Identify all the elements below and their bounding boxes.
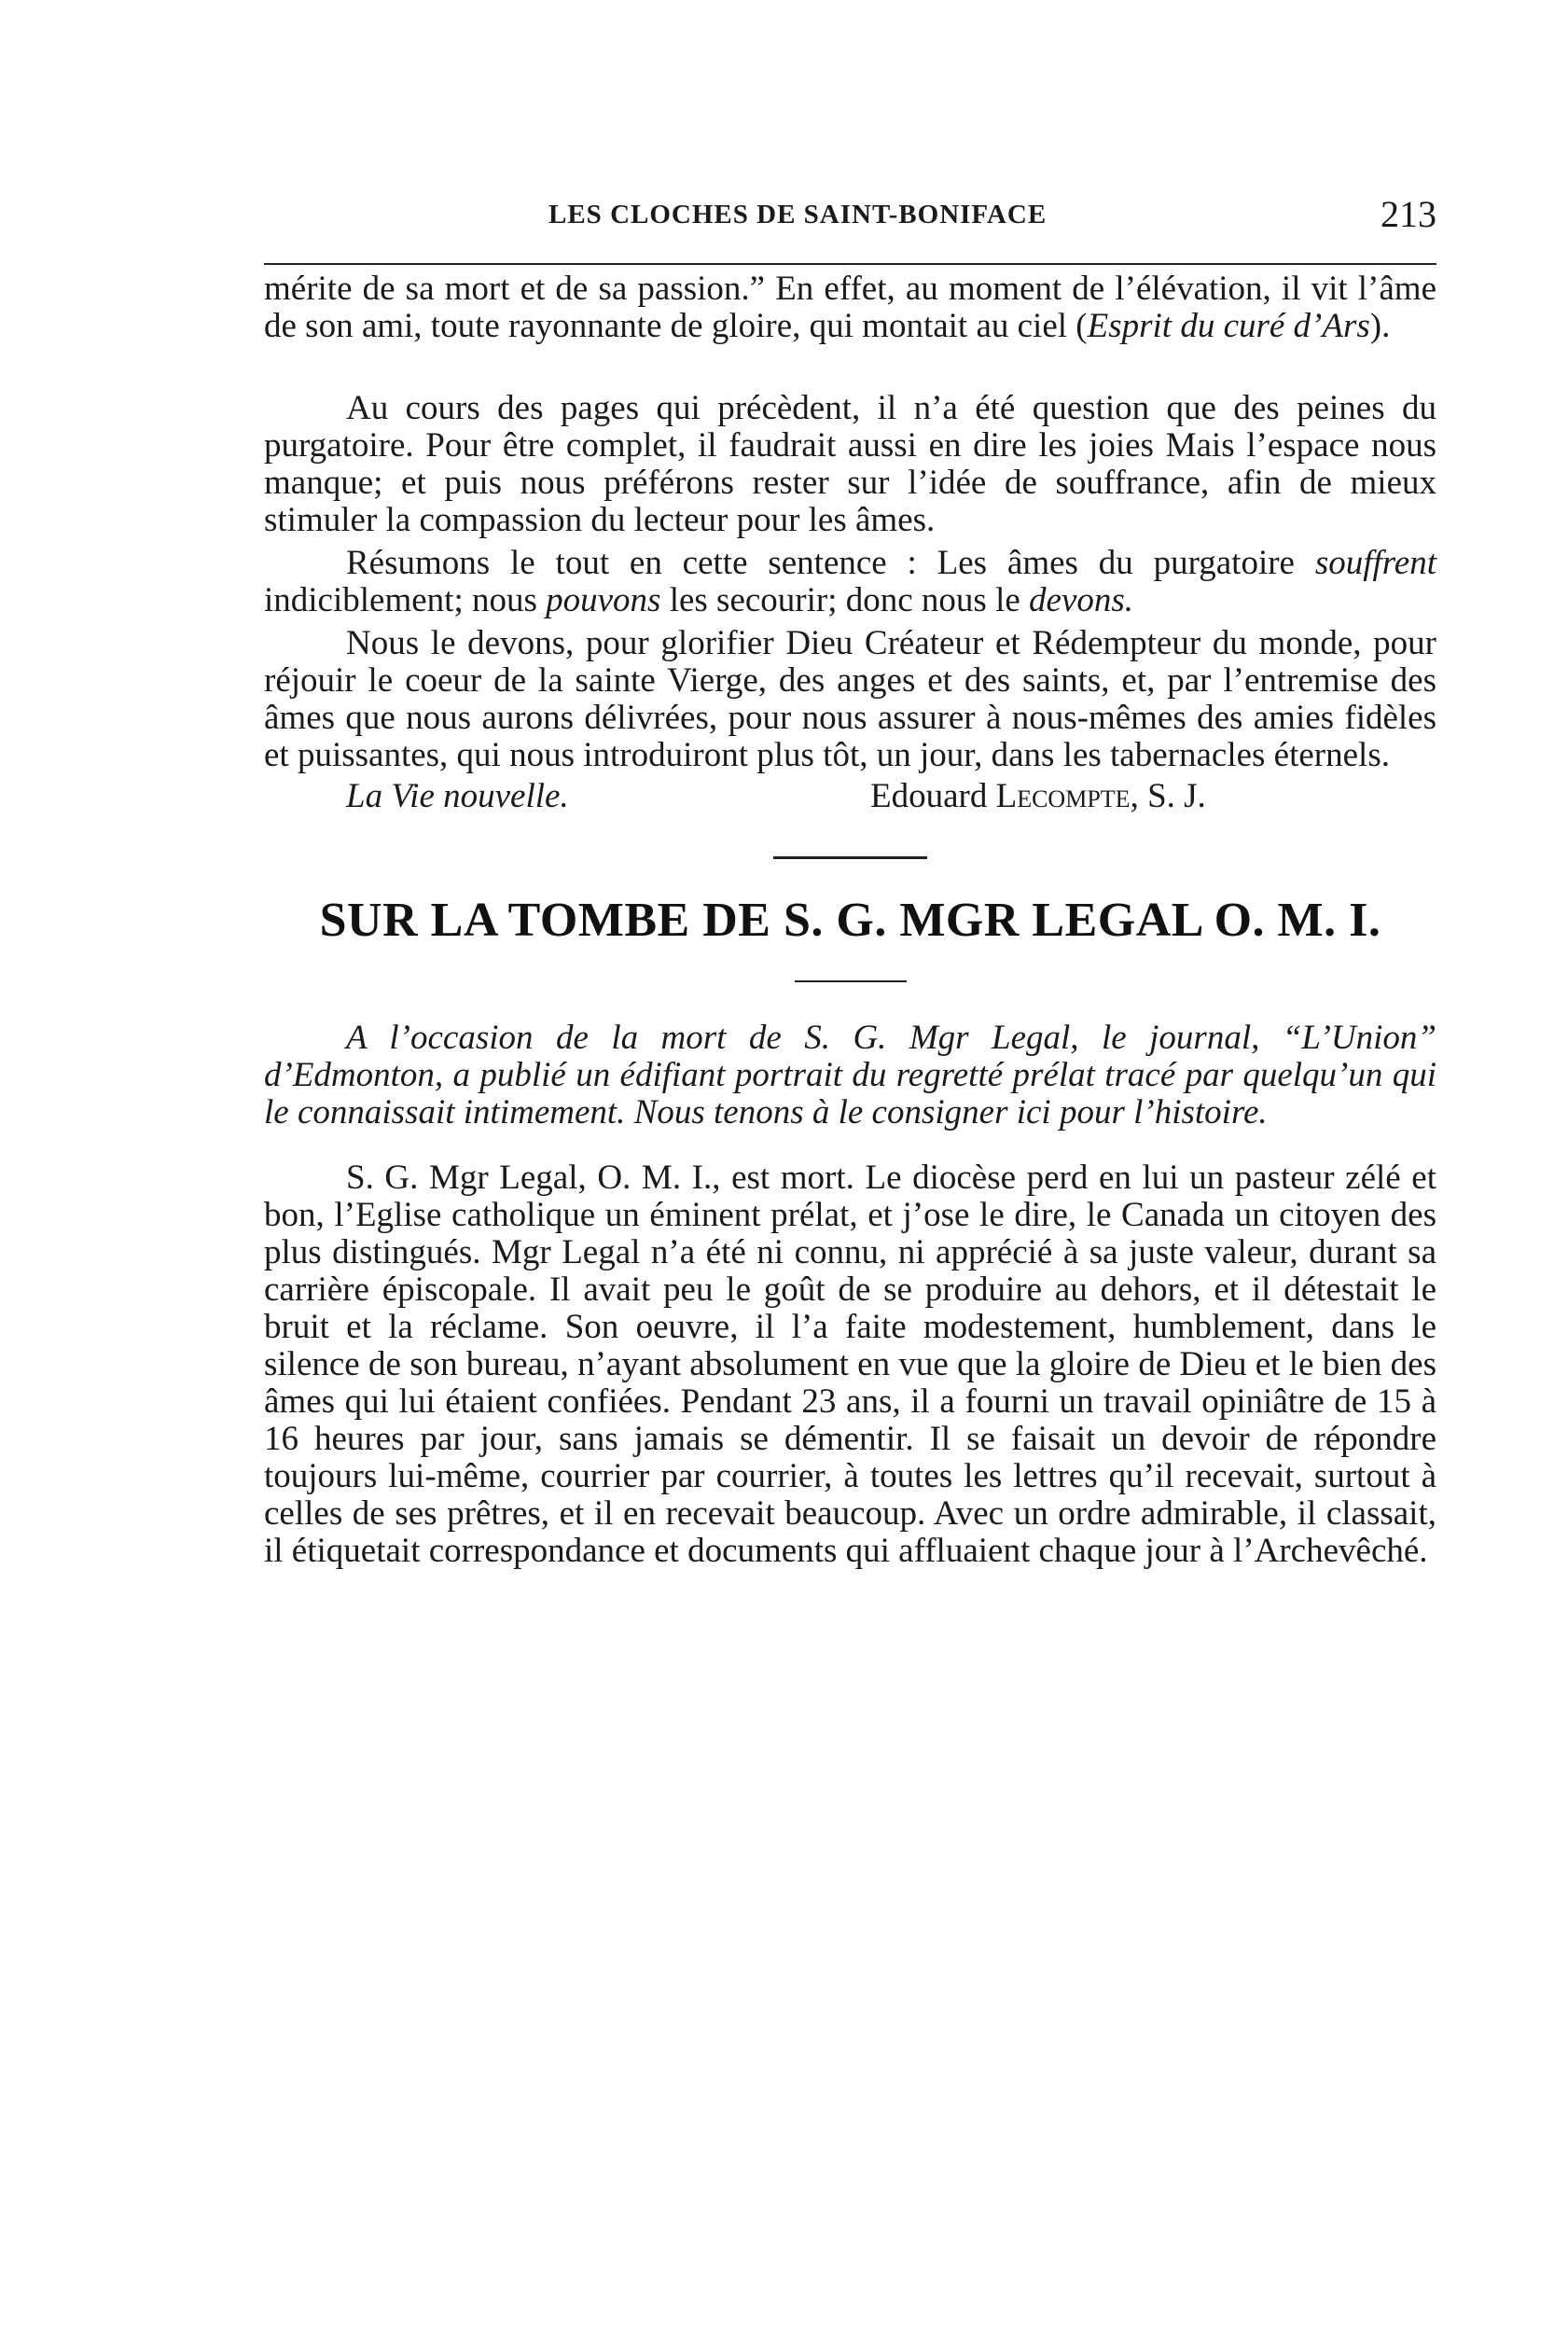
emphasis-devons: devons. [1029,581,1134,619]
paragraph-4: Nous le devons, pour glorifier Dieu Créateur et Rédempteur du monde, pour réjouir le coeur de la sainte Vierge, des anges et des saints, et, par l’entremise des âmes que nous aurons délivrées, pour nous assurer à nous-mêmes des amies fidèles et puissantes, qui nous introduiront plus tôt, un jour, dans les tabernacles éternels. [264,624,1436,774]
body-paragraph: S. G. Mgr Legal, O. M. I., est mort. Le diocèse perd en lui un pasteur zélé et bon, l’Eglise catholique un éminent prélat, et j’ose le dire, le Canada un citoyen des plus distingués. Mgr Legal n’a été ni connu, ni apprécié à sa juste valeur, durant sa carrière épiscopale. Il avait peu le goût de se produire au dehors, et il détestait le bruit et la réclame. Son oeuvre, il l’a faite modestement, humblement, dans le silence de son bureau, n’ayant absolument en vue que la gloire de Dieu et le bien des âmes qui lui étaient confiées. Pendant 23 ans, il a fourni un travail opiniâtre de 15 à 16 heures par jour, sans jamais se démentir. Il se faisait un devoir de répondre toujours lui-même, courrier par courrier, à toutes les lettres qu’il recevait, surtout à celles de ses prêtres, et il en recevait beaucoup. Avec un ordre admirable, il classait, il étiquetait correspondance et documents qui affluaient chaque jour à l’Archevêché. [264,1159,1436,1570]
emphasis-souffrent: souffrent [1314,544,1436,582]
paragraph-3-text-a: Résumons le tout en cette sentence : Les âmes du purgatoire [346,544,1315,582]
section-divider [773,856,927,859]
running-header [264,187,1436,243]
page-number: 213 [1381,193,1436,235]
paragraph-3 [264,545,1436,619]
intro-paragraph: A l’occasion de la mort de S. G. Mgr Legal, le journal, “L’Union” d’Edmonton, a publié un édifiant portrait du regretté prélat tracé par quelqu’un qui le connaissait intimement. Nous tenons à le consigner ici pour l’histoire. [264,1019,1436,1132]
emphasis-pouvons: pouvons [546,581,661,619]
book-page [264,187,1436,1570]
paragraph-1-text: mérite de sa mort et de sa passion.” En effet, au moment de l’élévation, il vit l’âme de son ami, toute rayonnante de gloire, qui montait au ciel ( [264,270,1436,345]
signature-line [264,778,1436,821]
paragraph-3-text-b: indiciblement; nous [264,581,547,619]
author-suffix: , S. J. [1130,777,1206,815]
title-divider [795,980,907,982]
article-purgatoire [264,271,1436,821]
author-last-name: Lecompte [995,777,1131,815]
paragraph-2: Au cours des pages qui précèdent, il n’a été question que des peines du purgatoire. Pour être complet, il faudrait aussi en dire les joies Mais l’espace nous manque; et puis nous préférons rester sur l’idée de souffrance, afin de mieux stimuler la compassion du lecteur pour les âmes. [264,389,1436,539]
paragraph-1-end: ). [1369,307,1391,345]
source-publication: La Vie nouvelle. [346,777,569,815]
author-name [870,778,1206,815]
citation-title: Esprit du curé d’Ars [1087,307,1370,345]
article-legal [264,1020,1436,1570]
header-rule [264,263,1436,265]
author-first-name: Edouard [870,777,996,815]
paragraph-3-text-c: les secourir; donc nous le [660,581,1030,619]
running-title: LES CLOCHES DE SAINT-BONIFACE [548,200,1048,229]
paragraph-1 [264,271,1436,345]
article-title: SUR LA TOMBE DE S. G. MGR LEGAL O. M. I. [319,894,1381,947]
